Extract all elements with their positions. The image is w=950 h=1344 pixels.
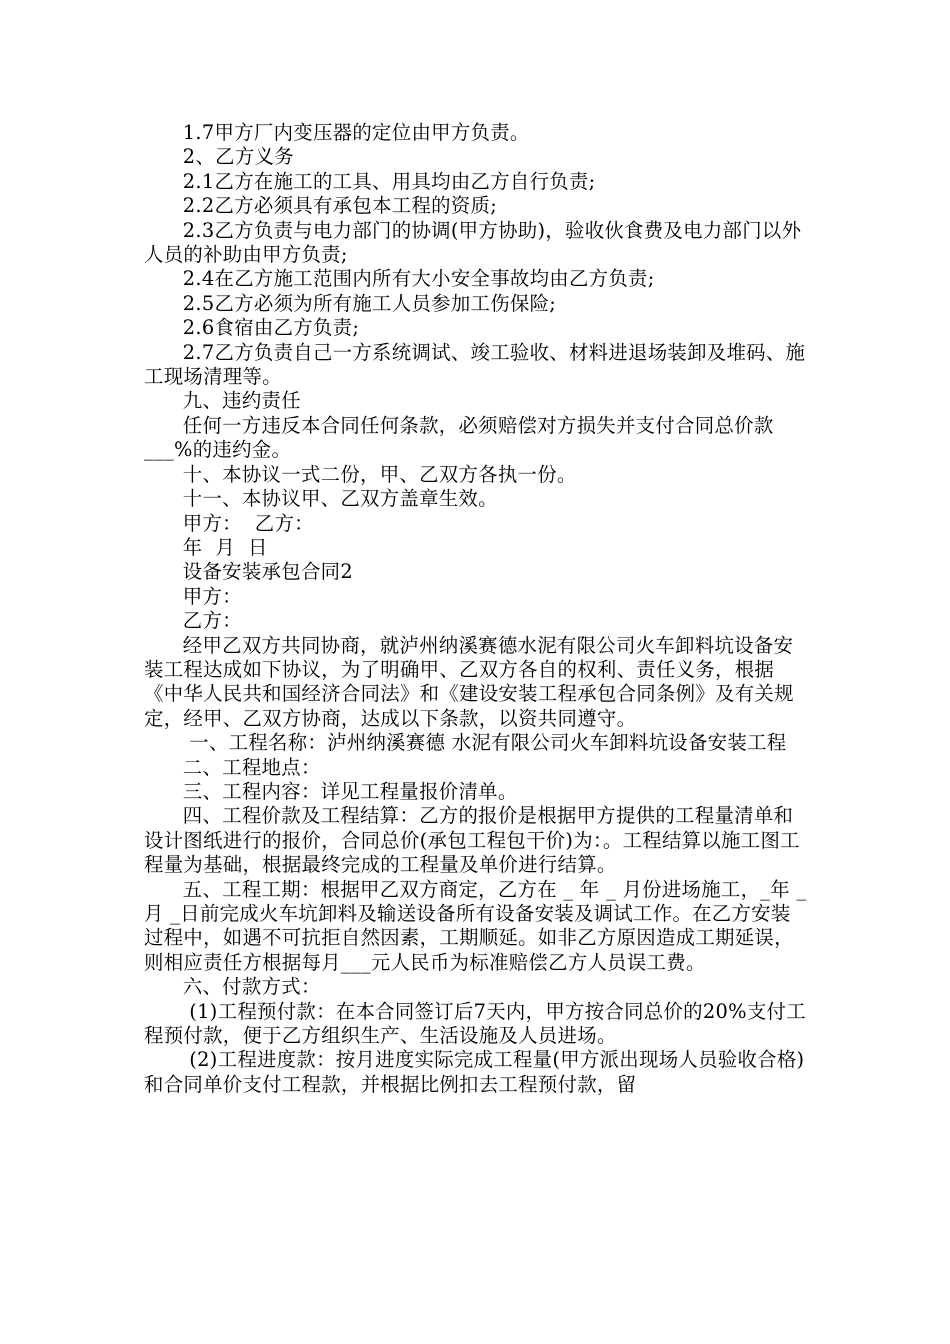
signature-date: 年 月 日 [182, 535, 268, 559]
paragraph: 经甲乙双方共同协商，就泸州纳溪赛德水泥有限公司火车卸料坑设备安装工程达成如下协议，为了明确甲、乙双方各自的权利、责任义务，根据《中华人民共和国经济合同法》和《建设安装工程承包合同条例》及有关规定，经甲、乙双方协商，达成以下条款，以资共同遵守。 [144, 633, 794, 730]
paragraph: 一、工程名称：泸州纳溪赛德 水泥有限公司火车卸料坑设备安装工程 [182, 731, 787, 755]
paragraph: 2.2乙方必须具有承包本工程的资质; [182, 194, 498, 218]
paragraph: 2.1乙方在施工的工具、用具均由乙方自行负责; [182, 169, 596, 193]
paragraph: 十、本协议一式二份，甲、乙双方各执一份。 [182, 462, 577, 486]
section-heading: 六、付款方式： [182, 975, 321, 999]
paragraph: 四、工程价款及工程结算：乙方的报价是根据甲方提供的工程量清单和设计图纸进行的报价，合同总价(承包工程包干价)为：。工程结算以施工图工程量为基础，根据最终完成的工程量及单价进行结算。 [144, 804, 800, 877]
paragraph: 2.6食宿由乙方负责; [182, 316, 360, 340]
paragraph: 五、工程工期：根据甲乙双方商定，乙方在 _ 年 _ 月份进场施工，_年 _ 月 _日前完成火车坑卸料及输送设备所有设备安装及调试工作。在乙方安装过程中，如遇不可抗拒自然因素，工期顺延。如非乙方原因造成工期延误，则相应责任方根据每月___元人民币为标准赔偿乙方人员误工费。 [144, 877, 813, 974]
document-page [144, 121, 813, 1097]
paragraph: (2)工程进度款：按月进度实际完成工程量(甲方派出现场人员验收合格)和合同单价支付工程款，并根据比例扣去工程预付款，留 [144, 1048, 805, 1096]
party-b-label: 乙方： [182, 609, 242, 633]
paragraph: 三、工程内容：详见工程量报价清单。 [182, 779, 518, 803]
paragraph: 1.7甲方厂内变压器的定位由甲方负责。 [182, 121, 530, 144]
paragraph: 2.7乙方负责自己一方系统调试、竣工验收、材料进退场装卸及堆码、施工现场清理等。 [144, 340, 806, 389]
contract-title: 设备安装承包合同2 [182, 560, 353, 584]
paragraph: 十一、本协议甲、乙双方盖章生效。 [182, 487, 498, 511]
paragraph: 任何一方违反本合同任何条款，必须赔偿对方损失并支付合同总价款___%的违约金。 [144, 413, 774, 462]
paragraph: 2.5乙方必须为所有施工人员参加工伤保险; [182, 291, 557, 315]
signature-parties: 甲方： 乙方： [182, 511, 314, 535]
paragraph: 2.3乙方负责与电力部门的协调(甲方协助)，验收伙食费及电力部门以外人员的补助由甲方负责; [144, 218, 802, 267]
section-heading: 九、违约责任 [182, 389, 301, 413]
paragraph: 二、工程地点： [182, 755, 321, 779]
paragraph: 2.4在乙方施工范围内所有大小安全事故均由乙方负责; [182, 267, 655, 291]
section-heading: 2、乙方义务 [182, 145, 294, 169]
party-a-label: 甲方： [182, 584, 242, 608]
paragraph: (1)工程预付款：在本合同签订后7天内，甲方按合同总价的20%支付工程预付款，便于乙方组织生产、生活设施及人员进场。 [144, 999, 806, 1048]
